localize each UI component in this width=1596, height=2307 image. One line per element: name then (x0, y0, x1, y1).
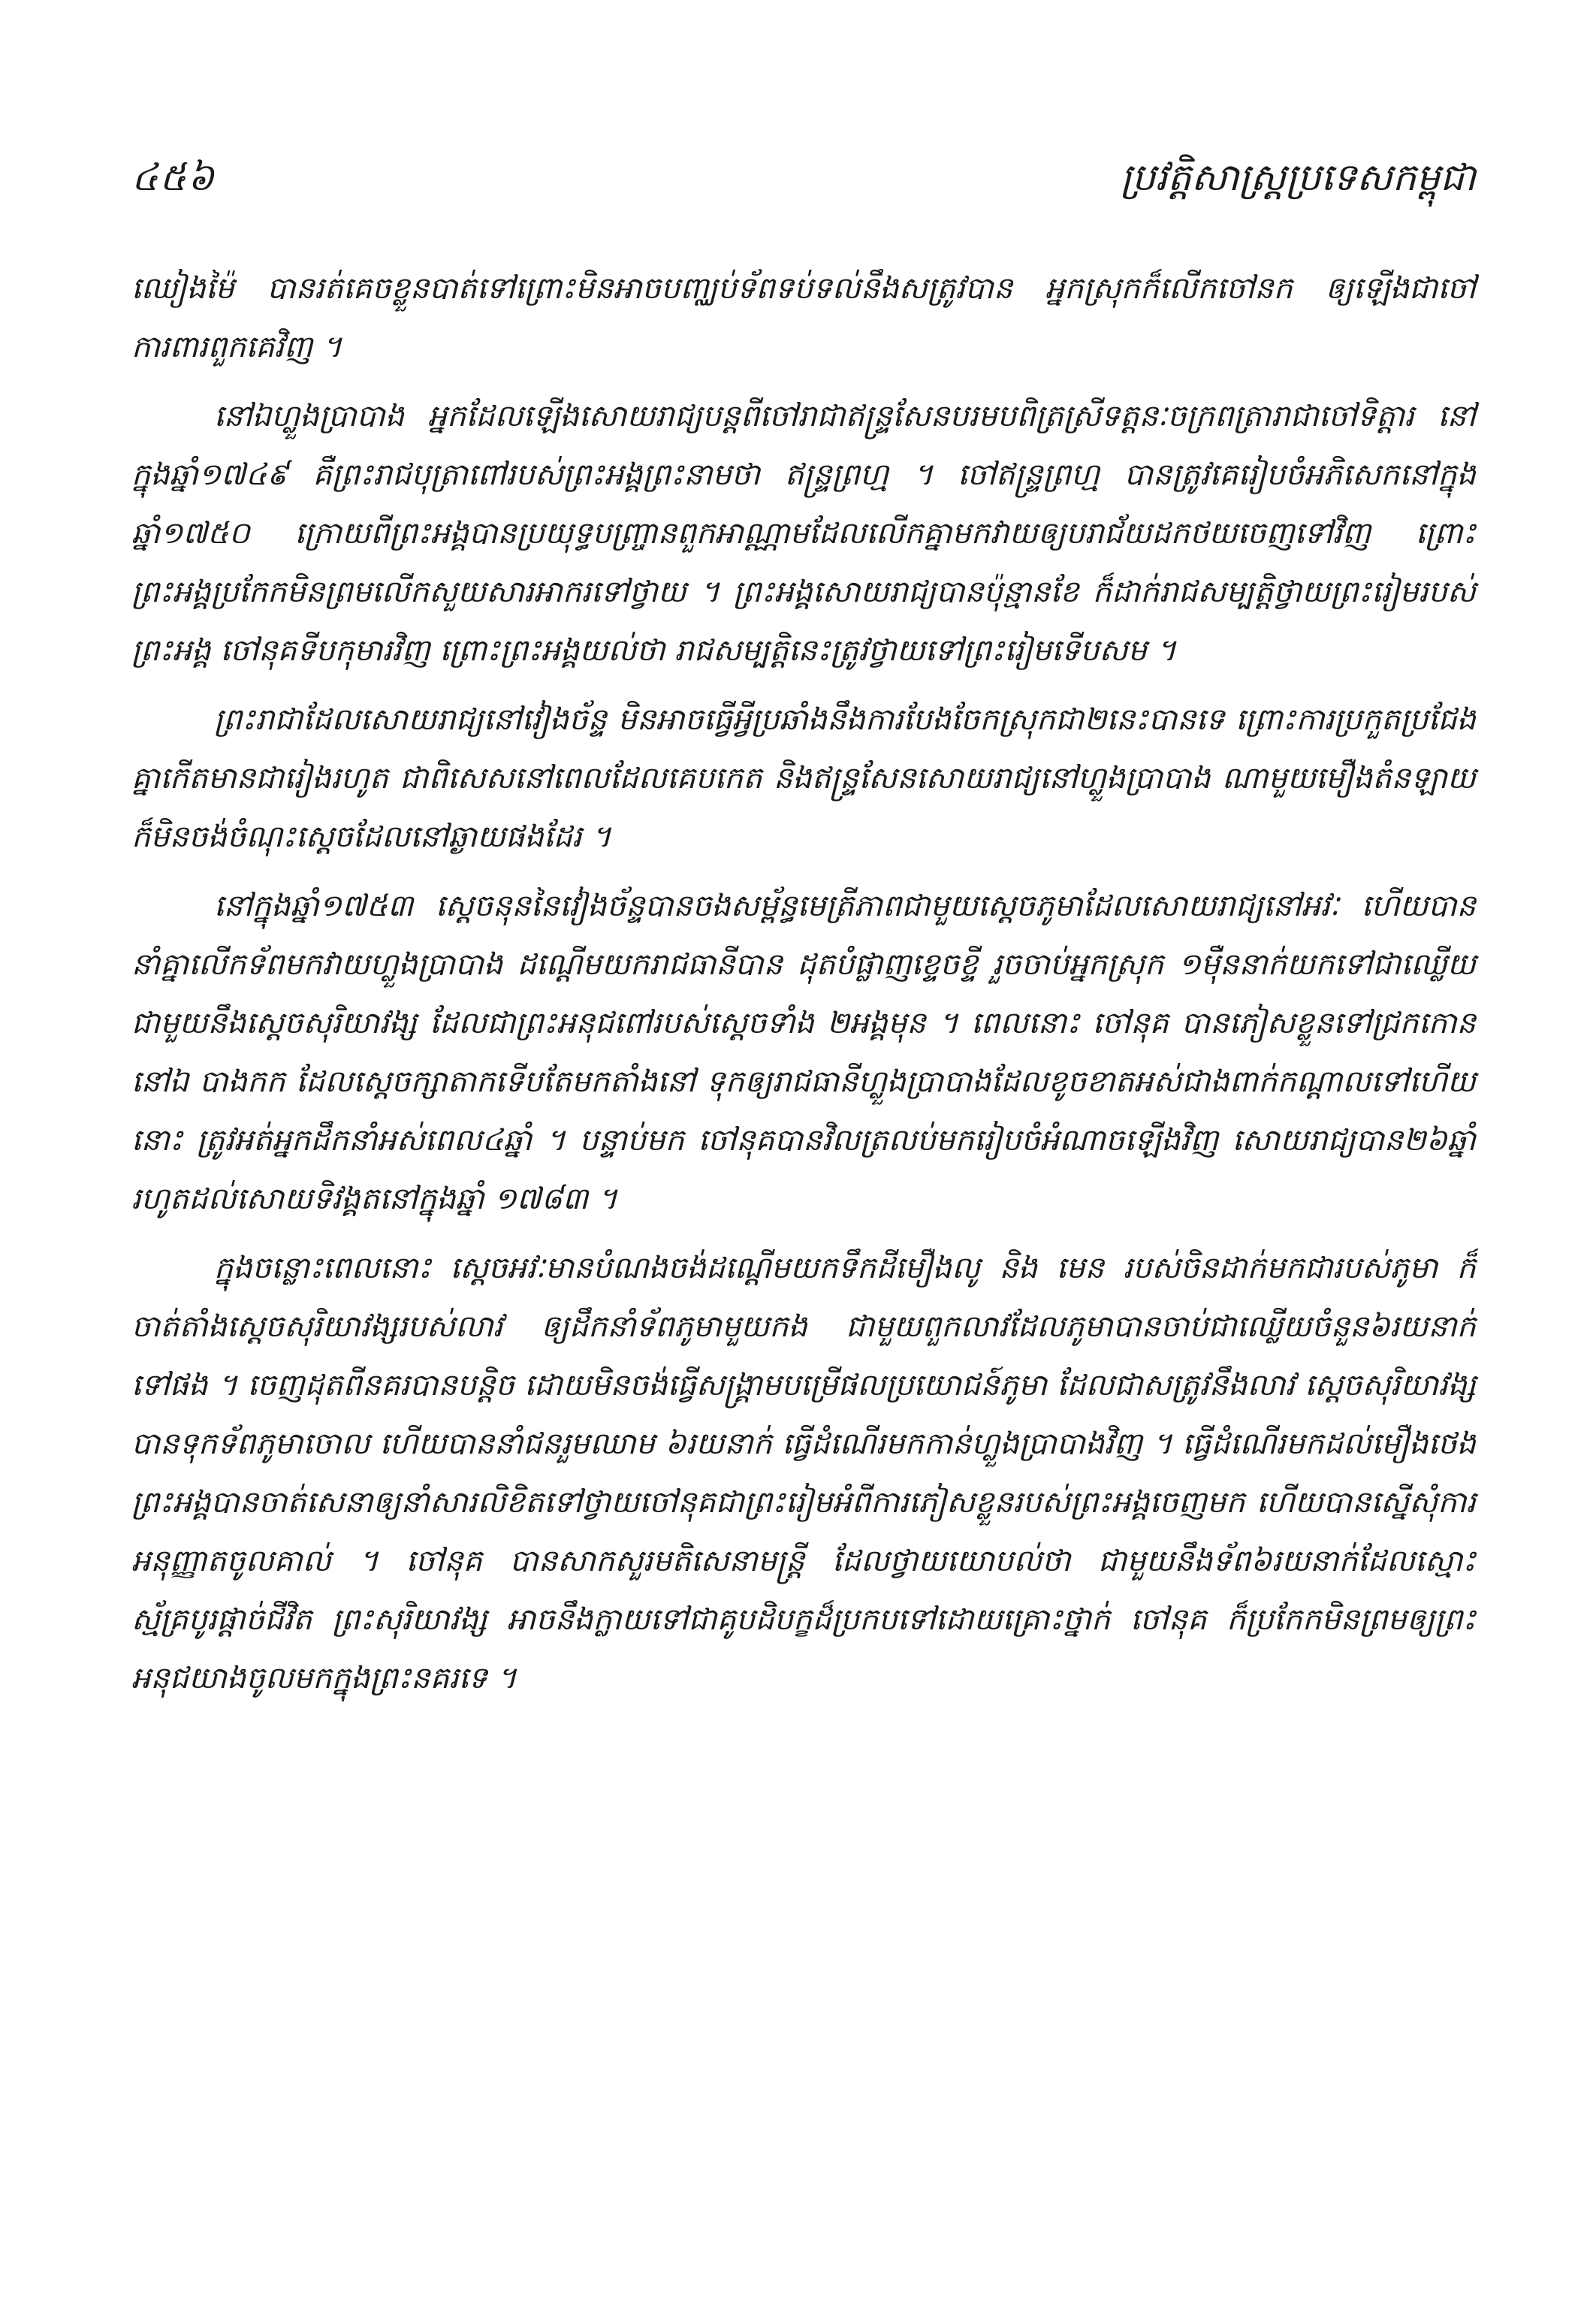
page-number: ៤៥៦ (131, 156, 216, 199)
paragraph-continuation: ឈៀងម៉ៃ បានរត់គេចខ្លួនបាត់ទៅព្រោះមិនអាចបញ្ឈប់ទ័ពទប់ទល់នឹងសត្រូវបាន អ្នកស្រុកក៏លើកចៅនក ឲ្យឡើងជាចៅការពារពួកគេវិញ ។ (131, 271, 1476, 364)
page-header (131, 154, 1476, 214)
body-text (131, 259, 1476, 1708)
paragraph: នៅក្នុងឆ្នាំ១៧៥៣ ស្តេចនុននៃវៀងច័ន្ទបានចងសម្ព័ន្ធមេត្រីភាពជាមួយស្តេចភូមាដែលសោយរាជ្យនៅអវៈ ហើយបាននាំគ្នាលើកទ័ពមកវាយហ្លួងប្រាបាង ដណ្តើមយករាជធានីបាន ដុតបំផ្លាញខ្ទេចខ្ទី រួចចាប់អ្នកស្រុក ១ម៉ឺននាក់យកទៅជាឈ្លើយ ជាមួយនឹងស្តេចសុរិយាវង្ស ដែលជាព្រះអនុជពៅរបស់ស្តេចទាំង ២អង្គមុន ។ ពេលនោះ ចៅនុគ បានភៀសខ្លួនទៅជ្រកកោននៅឯ បាងកក ដែលស្តេចក្សាតាកទើបតែមកតាំងនៅ ទុកឲ្យរាជធានីហ្លួងប្រាបាងដែលខូចខាតអស់ជាងពាក់កណ្តាលទៅហើយនោះ ត្រូវអត់អ្នកដឹកនាំអស់ពេល៤ឆ្នាំ ។ បន្ទាប់មក ចៅនុគបានវិលត្រលប់មករៀបចំអំណាចឡើងវិញ សោយរាជ្យបាន២៦ឆ្នាំ រហូតដល់សោយទិវង្គតនៅក្នុងឆ្នាំ ១៧៨៣ ។ (131, 889, 1476, 1216)
paragraph: នៅឯហ្លួងប្រាបាង អ្នកដែលឡើងសោយរាជ្យបន្តពីចៅរាជាឥន្ទ្រសែនបរមបពិត្រស្រីទត្តនៈចក្រពត្រារាជាចៅទិត្តារ នៅក្នុងឆ្នាំ១៧៤៩ គឺព្រះរាជបុត្រាពៅរបស់ព្រះអង្គព្រះនាមថា ឥន្ទ្រព្រហ្ម ។ ចៅឥន្ទ្រព្រហ្ម បានត្រូវគេរៀបចំអភិសេកនៅក្នុងឆ្នាំ១៧៥០ ក្រោយពីព្រះអង្គបានប្រយុទ្ធបញ្ច្រានពួកអាណ្ណាមដែលលើកគ្នាមកវាយឲ្យបរាជ័យដកថយចេញទៅវិញ ព្រោះព្រះអង្គប្រកែកមិនព្រមលើកសួយសារអាករទៅថ្វាយ ។ ព្រះអង្គសោយរាជ្យបានប៉ុន្មានខែ ក៏ដាក់រាជសម្បត្តិថ្វាយព្រះរៀមរបស់ព្រះអង្គ ចៅនុគទីបកុមារវិញ ព្រោះព្រះអង្គយល់ថា រាជសម្បត្តិនេះត្រូវថ្វាយទៅព្រះរៀមទើបសម ។ (131, 399, 1476, 668)
paragraph: ក្នុងចន្លោះពេលនោះ ស្តេចអវៈមានបំណងចង់ដណ្តើមយកទឹកដីមឿងលូ និង មេន របស់ចិនដាក់មកជារបស់ភូមា ក៏ចាត់តាំងស្តេចសុរិយាវង្សរបស់លាវ ឲ្យដឹកនាំទ័ពភូមាមួយកង ជាមួយពួកលាវដែលភូមាបានចាប់ជាឈ្លើយចំនួន៦រយនាក់ទៅផង ។ ចេញដុតពីនគរបានបន្តិច ដោយមិនចង់ធ្វើសង្គ្រាមបម្រើផលប្រយោជន៍ភូមា ដែលជាសត្រូវនឹងលាវ ស្តេចសុរិយាវង្សបានទុកទ័ពភូមាចោល ហើយបាននាំជនរួមឈាម ៦រយនាក់ ធ្វើដំណើរមកកាន់ហ្លួងប្រាបាងវិញ ។ ធ្វើដំណើរមកដល់មឿងថេង ព្រះអង្គបានចាត់សេនាឲ្យនាំសារលិខិតទៅថ្វាយចៅនុគជាព្រះរៀមអំពីការភៀសខ្លួនរបស់ព្រះអង្គចេញមក ហើយបានស្នើសុំការអនុញ្ញាតចូលគាល់ ។ ចៅនុគ បានសាកសួរមតិសេនាមន្ត្រី ដែលថ្វាយយោបល់ថា ជាមួយនឹងទ័ព៦រយនាក់ដែលស្មោះស្ម័គ្របូរផ្តាច់ជីវិត ព្រះសុរិយាវង្ស អាចនឹងក្លាយទៅជាគូបដិបក្ខដ៏ប្រកបទៅដោយគ្រោះថ្នាក់ ចៅនុគ ក៏ប្រកែកមិនព្រមឲ្យព្រះអនុជយាងចូលមកក្នុងព្រះនគរទេ ។ (131, 1251, 1476, 1696)
paragraph: ព្រះរាជាដែលសោយរាជ្យនៅវៀងច័ន្ទ មិនអាចធ្វើអ្វីប្រឆាំងនឹងការបែងចែកស្រុកជា២នេះបានទេ ព្រោះការប្រកួតប្រជែងគ្នាកើតមានជារៀងរហូត ជាពិសេសនៅពេលដែលគេបកេត និងឥន្ទ្រសែនសោយរាជ្យនៅហ្លួងប្រាបាង ណាមួយមឿងតំនឡាយ ក៏មិនចង់ចំណុះស្តេចដែលនៅឆ្ងាយផងដែរ ។ (131, 702, 1476, 854)
running-title: ប្រវត្តិសាស្ត្រប្រទេសកម្ពុជា (1120, 156, 1476, 199)
